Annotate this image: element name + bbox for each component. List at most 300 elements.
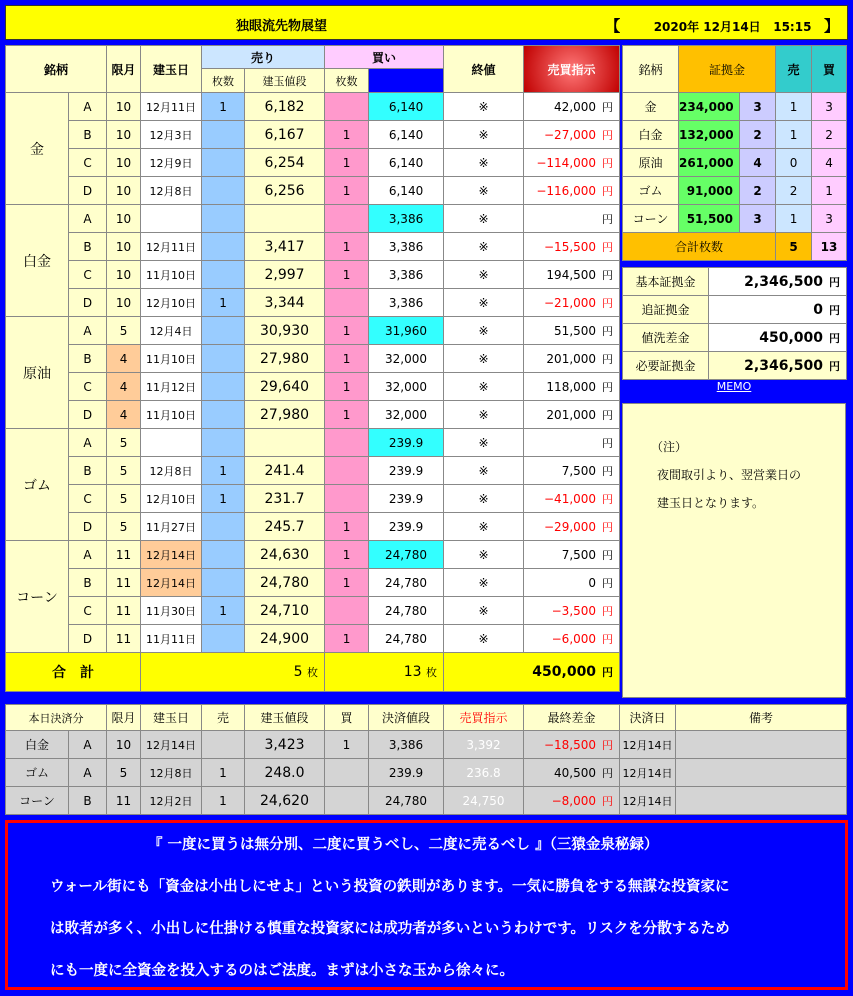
table-row: [6, 177, 620, 205]
row-close: 6,140: [369, 121, 444, 149]
row-close: 32,000: [369, 345, 444, 373]
row-class: C: [69, 149, 107, 177]
row-sell-count: [202, 177, 245, 205]
row-class: B: [69, 345, 107, 373]
settle-sell: [202, 731, 245, 759]
row-price: 24,780: [245, 569, 325, 597]
summary-row: [623, 352, 847, 380]
row-instruction: ※: [444, 177, 524, 205]
row-close: 3,386: [369, 289, 444, 317]
margin-total-label: 合計枚数: [623, 233, 776, 261]
row-price: 6,182: [245, 93, 325, 121]
row-date: [141, 205, 202, 233]
settle-header-date: 建玉日: [141, 705, 202, 731]
row-class: A: [69, 317, 107, 345]
row-diff: 円: [524, 429, 620, 457]
row-close: 24,780: [369, 541, 444, 569]
row-price: 27,980: [245, 401, 325, 429]
row-month: 4: [107, 345, 141, 373]
row-close: 239.9: [369, 429, 444, 457]
row-sell-count: [202, 625, 245, 653]
summary-label: 追証拠金: [623, 296, 709, 324]
margin-name: ゴム: [623, 177, 679, 205]
row-sell-count: 1: [202, 485, 245, 513]
row-date: 12月14日: [141, 541, 202, 569]
header-price: 建玉値段: [245, 69, 325, 93]
margin-total-sell: 5: [776, 233, 812, 261]
row-diff: −27,000 円: [524, 121, 620, 149]
commodity-name: 白金: [6, 205, 69, 317]
row-diff: −15,500 円: [524, 233, 620, 261]
row-price: 29,640: [245, 373, 325, 401]
row-instruction: ※: [444, 345, 524, 373]
settle-row: [6, 731, 847, 759]
row-sell-count: [202, 429, 245, 457]
row-month: 5: [107, 457, 141, 485]
page-title: 独眼流先物展望: [236, 19, 328, 34]
row-buy-count: [325, 93, 369, 121]
settle-date: 12月2日: [141, 787, 202, 815]
row-month: 10: [107, 261, 141, 289]
margin-row: [623, 93, 847, 121]
margin-count: 4: [740, 149, 776, 177]
row-class: B: [69, 569, 107, 597]
header-sell-count: 枚数: [202, 69, 245, 93]
row-price: 24,900: [245, 625, 325, 653]
settle-sell: 1: [202, 787, 245, 815]
row-buy-count: [325, 597, 369, 625]
row-price: 3,344: [245, 289, 325, 317]
row-class: D: [69, 401, 107, 429]
row-diff: −114,000 円: [524, 149, 620, 177]
row-diff: 201,000 円: [524, 401, 620, 429]
proverb-line: は敗者が多く、小出しに仕掛ける慎重な投資家には成功者が多いというわけです。リスクを分散するため: [50, 921, 730, 937]
settle-header-diff: 最終差金: [524, 705, 620, 731]
row-price: 241.4: [245, 457, 325, 485]
row-month: 10: [107, 177, 141, 205]
margin-sell: 2: [776, 177, 812, 205]
row-class: D: [69, 177, 107, 205]
settle-header-sprice: 決済値段: [369, 705, 444, 731]
settle-header-sdate: 決済日: [620, 705, 676, 731]
margin-amount: 132,000: [679, 121, 740, 149]
commodity-name: ゴム: [6, 429, 69, 541]
row-date: 11月10日: [141, 261, 202, 289]
table-row: [6, 513, 620, 541]
row-class: A: [69, 541, 107, 569]
row-month: 5: [107, 429, 141, 457]
memo-line: 建玉日となります。: [657, 496, 765, 510]
row-instruction: ※: [444, 233, 524, 261]
table-row: [6, 121, 620, 149]
table-row: [6, 569, 620, 597]
row-close: 24,780: [369, 625, 444, 653]
row-class: C: [69, 597, 107, 625]
settle-note: [676, 759, 847, 787]
settle-name: コーン: [6, 787, 69, 815]
row-class: C: [69, 261, 107, 289]
row-instruction: ※: [444, 485, 524, 513]
settle-buy: [325, 787, 369, 815]
title-bar: [5, 5, 848, 40]
margin-name: 原油: [623, 149, 679, 177]
row-date: 12月10日: [141, 289, 202, 317]
row-buy-count: [325, 205, 369, 233]
header-close: 終値: [444, 46, 524, 93]
row-price: 30,930: [245, 317, 325, 345]
row-date: 12月8日: [141, 177, 202, 205]
row-sell-count: [202, 121, 245, 149]
row-date: 12月11日: [141, 93, 202, 121]
margin-buy: 3: [812, 205, 847, 233]
row-date: 11月30日: [141, 597, 202, 625]
row-sell-count: 1: [202, 457, 245, 485]
row-diff: −21,000 円: [524, 289, 620, 317]
settle-row: [6, 787, 847, 815]
settle-instruction: 3,392: [444, 731, 524, 759]
margin-count: 3: [740, 205, 776, 233]
table-row: [6, 541, 620, 569]
row-class: D: [69, 625, 107, 653]
row-close: 3,386: [369, 233, 444, 261]
row-diff: 7,500 円: [524, 457, 620, 485]
margin-row: [623, 177, 847, 205]
row-sell-count: [202, 261, 245, 289]
total-diff: 450,000 円: [444, 653, 620, 692]
header-month: 限月: [107, 46, 141, 93]
row-diff: −6,000 円: [524, 625, 620, 653]
row-diff: −29,000 円: [524, 513, 620, 541]
row-diff: 0 円: [524, 569, 620, 597]
margin-sell: 0: [776, 149, 812, 177]
table-row: [6, 401, 620, 429]
margin-header-name: 銘柄: [623, 46, 679, 93]
row-buy-count: [325, 457, 369, 485]
row-diff: −41,000 円: [524, 485, 620, 513]
row-month: 5: [107, 317, 141, 345]
row-price: 27,980: [245, 345, 325, 373]
time-text: 15:15: [773, 20, 812, 34]
header-name: 銘柄: [6, 46, 107, 93]
row-instruction: ※: [444, 597, 524, 625]
row-buy-count: 1: [325, 233, 369, 261]
proverb-line: ウォール街にも「資金は小出しにせよ」という投資の鉄則があります。一気に勝負をする無謀な投資家に: [50, 879, 730, 895]
row-sell-count: [202, 345, 245, 373]
row-sell-count: [202, 541, 245, 569]
row-buy-count: 1: [325, 373, 369, 401]
row-close: 24,780: [369, 597, 444, 625]
settle-sprice: 239.9: [369, 759, 444, 787]
row-month: 10: [107, 121, 141, 149]
margin-sell: 1: [776, 121, 812, 149]
row-close: 32,000: [369, 373, 444, 401]
margin-count: 2: [740, 121, 776, 149]
margin-amount: 261,000: [679, 149, 740, 177]
row-price: 24,630: [245, 541, 325, 569]
settle-sdate: 12月14日: [620, 787, 676, 815]
settle-sprice: 24,780: [369, 787, 444, 815]
row-close: 3,386: [369, 205, 444, 233]
row-buy-count: 1: [325, 401, 369, 429]
margin-name: コーン: [623, 205, 679, 233]
row-sell-count: [202, 401, 245, 429]
row-sell-count: 1: [202, 597, 245, 625]
row-class: D: [69, 289, 107, 317]
settle-class: A: [69, 759, 107, 787]
row-price: 245.7: [245, 513, 325, 541]
row-diff: −116,000 円: [524, 177, 620, 205]
date-display: 【 2020年 12月14日 15:15 】: [605, 17, 839, 35]
memo-line: （注）: [651, 440, 688, 454]
row-date: 12月14日: [141, 569, 202, 597]
proverb-box: [5, 820, 848, 990]
header-buy-count: 枚数: [325, 69, 369, 93]
row-month: 4: [107, 401, 141, 429]
header-sell: 売り: [202, 46, 325, 69]
row-sell-count: 1: [202, 93, 245, 121]
settle-header-month: 限月: [107, 705, 141, 731]
row-date: 11月10日: [141, 345, 202, 373]
row-date: 12月9日: [141, 149, 202, 177]
summary-value: 0 円: [709, 296, 847, 324]
total-row: [6, 653, 620, 692]
settle-sprice: 3,386: [369, 731, 444, 759]
row-buy-count: 1: [325, 625, 369, 653]
proverb-title: 『 一度に買うは無分別、二度に買うべし、二度に売るべし 』（三猿金泉秘録）: [148, 837, 659, 853]
row-close: 239.9: [369, 513, 444, 541]
row-close: 32,000: [369, 401, 444, 429]
row-instruction: ※: [444, 373, 524, 401]
margin-count: 3: [740, 93, 776, 121]
margin-header-margin: 証拠金: [679, 46, 776, 93]
settle-sell: 1: [202, 759, 245, 787]
row-close: 6,140: [369, 149, 444, 177]
settle-header-buy: 買: [325, 705, 369, 731]
row-instruction: ※: [444, 93, 524, 121]
row-date: 12月11日: [141, 233, 202, 261]
row-diff: 118,000 円: [524, 373, 620, 401]
header-date: 建玉日: [141, 46, 202, 93]
row-instruction: ※: [444, 541, 524, 569]
row-date: 11月12日: [141, 373, 202, 401]
row-date: 12月4日: [141, 317, 202, 345]
summary-row: [623, 324, 847, 352]
row-month: 11: [107, 569, 141, 597]
row-date: [141, 429, 202, 457]
commodity-name: 金: [6, 93, 69, 205]
memo-box: [622, 403, 846, 698]
row-price: 6,167: [245, 121, 325, 149]
row-class: B: [69, 457, 107, 485]
row-date: 12月3日: [141, 121, 202, 149]
settle-month: 5: [107, 759, 141, 787]
row-month: 10: [107, 93, 141, 121]
margin-buy: 3: [812, 93, 847, 121]
row-close: 239.9: [369, 485, 444, 513]
row-month: 10: [107, 205, 141, 233]
settle-month: 10: [107, 731, 141, 759]
row-diff: −3,500 円: [524, 597, 620, 625]
table-row: [6, 149, 620, 177]
row-date: 11月11日: [141, 625, 202, 653]
settle-class: B: [69, 787, 107, 815]
settle-instruction: 236.8: [444, 759, 524, 787]
row-price: 2,997: [245, 261, 325, 289]
settle-buy: [325, 759, 369, 787]
settle-row: [6, 759, 847, 787]
row-buy-count: 1: [325, 317, 369, 345]
row-date: 11月10日: [141, 401, 202, 429]
memo-link[interactable]: MEMO: [716, 380, 752, 393]
summary-label: 必要証拠金: [623, 352, 709, 380]
margin-buy: 1: [812, 177, 847, 205]
row-buy-count: 1: [325, 149, 369, 177]
table-row: [6, 205, 620, 233]
row-buy-count: 1: [325, 569, 369, 597]
summary-row: [623, 268, 847, 296]
summary-label: 値洗差金: [623, 324, 709, 352]
row-month: 11: [107, 541, 141, 569]
margin-buy: 2: [812, 121, 847, 149]
margin-row: [623, 121, 847, 149]
row-month: 5: [107, 513, 141, 541]
settle-sdate: 12月14日: [620, 759, 676, 787]
row-buy-count: 1: [325, 345, 369, 373]
row-sell-count: [202, 569, 245, 597]
row-diff: 42,000 円: [524, 93, 620, 121]
settle-note: [676, 787, 847, 815]
margin-name: 金: [623, 93, 679, 121]
row-sell-count: [202, 233, 245, 261]
settle-date: 12月8日: [141, 759, 202, 787]
row-instruction: ※: [444, 569, 524, 597]
row-buy-count: 1: [325, 513, 369, 541]
row-instruction: ※: [444, 457, 524, 485]
row-month: 4: [107, 373, 141, 401]
row-sell-count: [202, 513, 245, 541]
settle-header-note: 備考: [676, 705, 847, 731]
row-instruction: ※: [444, 149, 524, 177]
row-close: 24,780: [369, 569, 444, 597]
total-sell: 5 枚: [141, 653, 325, 692]
table-row: [6, 485, 620, 513]
margin-sell: 1: [776, 93, 812, 121]
settle-diff: −18,500 円: [524, 731, 620, 759]
margin-count: 2: [740, 177, 776, 205]
table-row: [6, 345, 620, 373]
row-price: 231.7: [245, 485, 325, 513]
row-month: 11: [107, 625, 141, 653]
margin-header-sell: 売: [776, 46, 812, 93]
commodity-name: 原油: [6, 317, 69, 429]
margin-amount: 234,000: [679, 93, 740, 121]
row-close: 239.9: [369, 457, 444, 485]
summary-table: [622, 267, 847, 380]
margin-amount: 51,500: [679, 205, 740, 233]
row-class: C: [69, 485, 107, 513]
table-row: [6, 373, 620, 401]
table-row: [6, 261, 620, 289]
settle-name: ゴム: [6, 759, 69, 787]
settlement-table: [5, 704, 847, 815]
row-close: 6,140: [369, 93, 444, 121]
table-row: [6, 625, 620, 653]
row-month: 5: [107, 485, 141, 513]
row-instruction: ※: [444, 625, 524, 653]
row-close: 3,386: [369, 261, 444, 289]
summary-value: 2,346,500 円: [709, 352, 847, 380]
row-instruction: ※: [444, 205, 524, 233]
settle-month: 11: [107, 787, 141, 815]
settle-price: 24,620: [245, 787, 325, 815]
row-sell-count: 1: [202, 289, 245, 317]
settle-header-instruction: 売買指示: [444, 705, 524, 731]
row-class: D: [69, 513, 107, 541]
settle-diff: −8,000 円: [524, 787, 620, 815]
row-class: B: [69, 233, 107, 261]
row-diff: 201,000 円: [524, 345, 620, 373]
row-buy-count: 1: [325, 261, 369, 289]
row-month: 10: [107, 149, 141, 177]
row-diff: 円: [524, 205, 620, 233]
row-price: [245, 429, 325, 457]
settle-sdate: 12月14日: [620, 731, 676, 759]
row-instruction: ※: [444, 121, 524, 149]
margin-header-buy: 買: [812, 46, 847, 93]
settle-class: A: [69, 731, 107, 759]
row-price: 3,417: [245, 233, 325, 261]
row-buy-count: 1: [325, 177, 369, 205]
settle-name: 白金: [6, 731, 69, 759]
row-class: C: [69, 373, 107, 401]
total-buy: 13 枚: [325, 653, 444, 692]
row-close: 31,960: [369, 317, 444, 345]
row-class: B: [69, 121, 107, 149]
row-date: 12月10日: [141, 485, 202, 513]
row-buy-count: 1: [325, 541, 369, 569]
row-diff: 51,500 円: [524, 317, 620, 345]
row-price: 6,254: [245, 149, 325, 177]
row-sell-count: [202, 373, 245, 401]
summary-row: [623, 296, 847, 324]
row-instruction: ※: [444, 401, 524, 429]
total-label: 合 計: [6, 653, 141, 692]
margin-row: [623, 205, 847, 233]
row-buy-count: [325, 429, 369, 457]
row-sell-count: [202, 317, 245, 345]
margin-row: [623, 149, 847, 177]
settle-header-price: 建玉値段: [245, 705, 325, 731]
settle-note: [676, 731, 847, 759]
table-row: [6, 429, 620, 457]
table-row: [6, 597, 620, 625]
table-row: [6, 233, 620, 261]
row-instruction: ※: [444, 513, 524, 541]
settle-header-sell: 売: [202, 705, 245, 731]
date-text: 2020年 12月14日: [653, 20, 761, 34]
row-month: 10: [107, 233, 141, 261]
row-instruction: ※: [444, 429, 524, 457]
table-row: [6, 317, 620, 345]
header-buy: 買い: [325, 46, 444, 69]
settle-buy: 1: [325, 731, 369, 759]
row-class: A: [69, 93, 107, 121]
header-instruction: 売買指示: [524, 46, 620, 93]
row-instruction: ※: [444, 317, 524, 345]
row-sell-count: [202, 149, 245, 177]
row-buy-count: [325, 485, 369, 513]
table-row: [6, 457, 620, 485]
